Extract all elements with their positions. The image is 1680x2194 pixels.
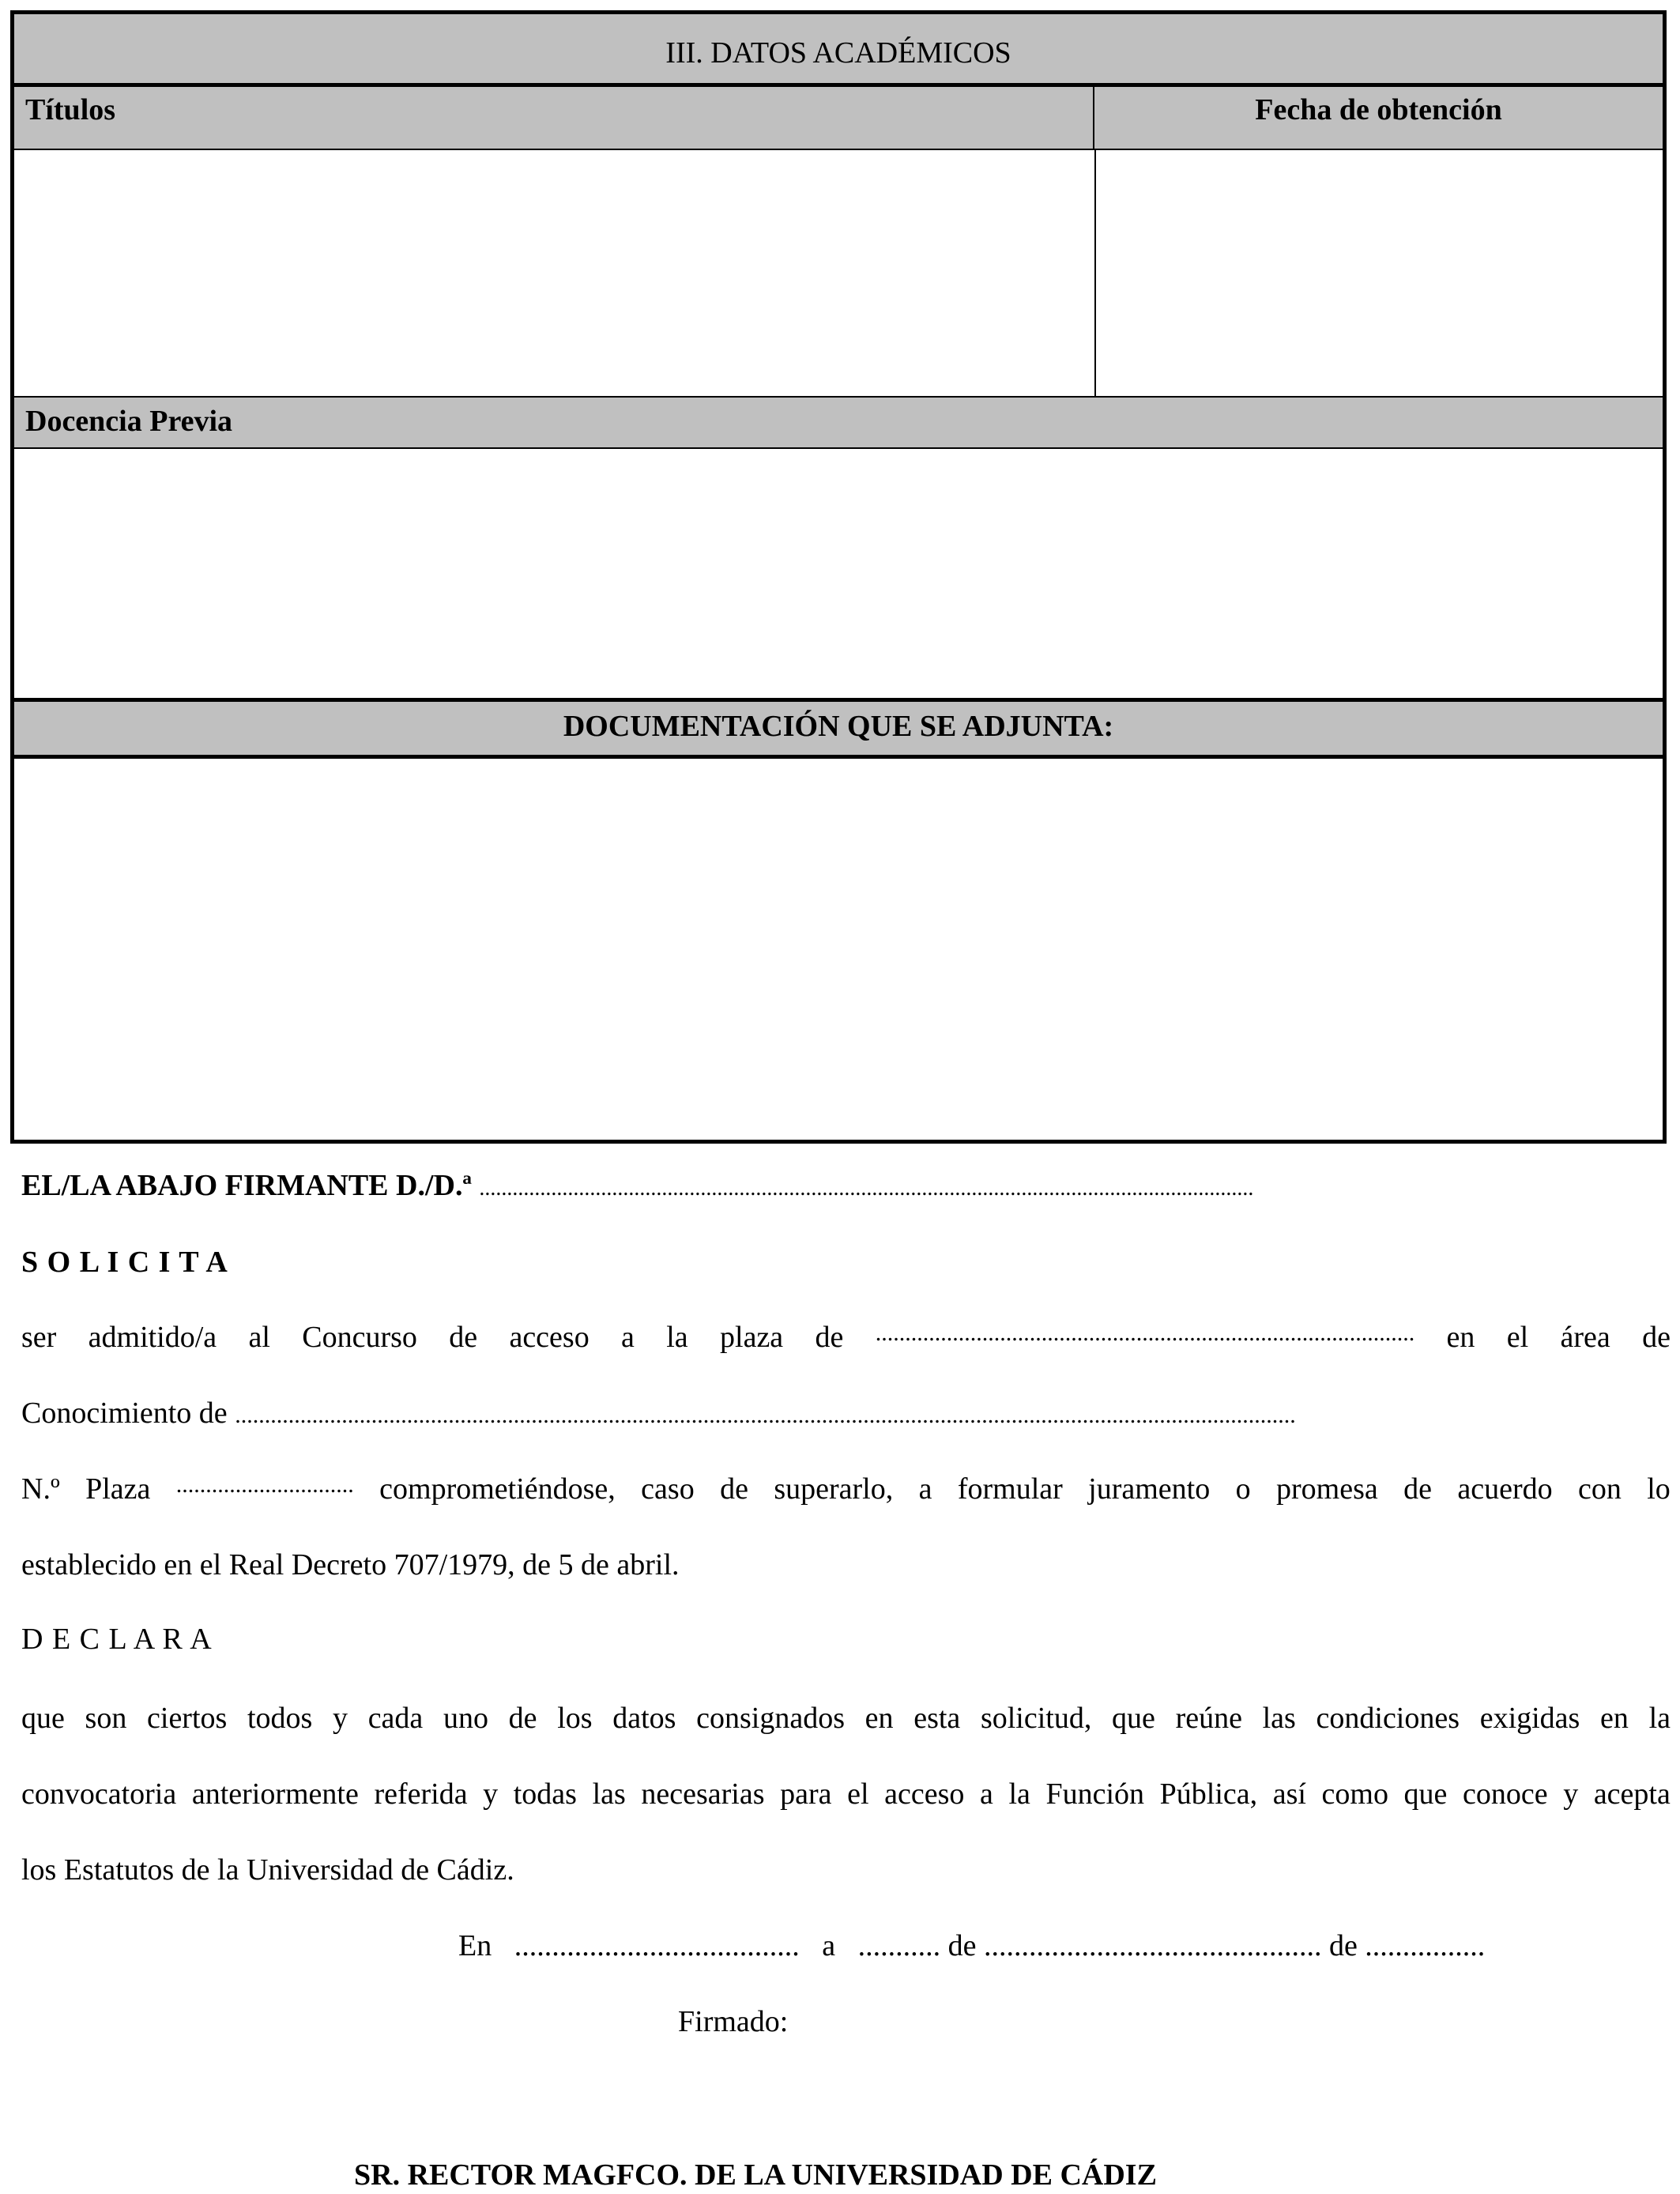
request-line-3-word: promesa <box>1275 1472 1378 1506</box>
table-header-row <box>14 87 1663 150</box>
documentation-header: DOCUMENTACIÓN QUE SE ADJUNTA: <box>14 702 1663 759</box>
declaration-line-1-word: las <box>1262 1702 1296 1735</box>
request-line-3-word: a <box>918 1472 932 1506</box>
declaration-line-1-word: son <box>85 1702 127 1735</box>
request-line-3-word: caso <box>641 1472 695 1506</box>
declaration-line-2-word: referida <box>374 1777 468 1811</box>
declaration-line-2-word: y <box>1563 1777 1579 1811</box>
request-line-1-word: plaza <box>720 1321 784 1354</box>
declaration-line-1-word: los <box>557 1702 593 1735</box>
request-line-3-word: acuerdo <box>1457 1472 1553 1506</box>
place-date-line[interactable]: En ...................................... a ........... de ............................................. de ................ <box>458 1929 1486 1962</box>
titles-entry-area[interactable] <box>14 150 1663 398</box>
request-line-3-word: de <box>720 1472 748 1506</box>
declaration-line-2-word: conoce <box>1463 1777 1548 1811</box>
declaration-line-1-word: esta <box>913 1702 961 1735</box>
declaration-line-1-word: datos <box>612 1702 676 1735</box>
request-line-1-word: en <box>1446 1321 1475 1354</box>
declaration-line-2-word: anteriormente <box>191 1777 359 1811</box>
declaration-line-1-word: todos <box>247 1702 313 1735</box>
request-line-3-word: de <box>1403 1472 1432 1506</box>
section-title: III. DATOS ACADÉMICOS <box>14 14 1663 87</box>
request-line-3-word: lo <box>1647 1472 1671 1506</box>
declaration-line-2-word: que <box>1403 1777 1448 1811</box>
declaration-line-1 <box>21 1701 1671 1736</box>
request-line-1-word: de <box>449 1321 478 1354</box>
signatory-name-blank[interactable]: ............................................................................................................................................ <box>479 1176 1254 1201</box>
declaration-line-1-word: en <box>1600 1702 1629 1735</box>
signed-label: Firmado: <box>678 2005 789 2038</box>
declaration-line-2-word: la <box>1008 1777 1030 1811</box>
declaration-line-2-word: así <box>1272 1777 1306 1811</box>
signatory-line <box>21 1168 1671 1203</box>
request-line-3-word[interactable]: .............................. <box>175 1472 354 1498</box>
request-line-1-word: a <box>621 1321 635 1354</box>
docencia-entry-area[interactable] <box>14 449 1663 702</box>
declaration-line-1-word: exigidas <box>1479 1702 1580 1735</box>
request-line-1-word: la <box>666 1321 688 1354</box>
request-line-1-word: ser <box>21 1321 57 1354</box>
declaration-line-2-word: necesarias <box>641 1777 765 1811</box>
declaration-line-2-word: todas <box>513 1777 577 1811</box>
request-line-3-word: Plaza <box>85 1472 151 1506</box>
declaration-line-2-word: Función <box>1045 1777 1145 1811</box>
request-line-1-word: el <box>1506 1321 1529 1354</box>
request-line-3-word: comprometiéndose, <box>379 1472 616 1506</box>
signatory-label: EL/LA ABAJO FIRMANTE D./D.ª <box>21 1169 472 1202</box>
date-column-header: Fecha de obtención <box>1255 93 1502 126</box>
declaration-line-2-word: el <box>847 1777 869 1811</box>
request-line-3-word: N.º <box>21 1472 60 1506</box>
declaration-line-2-word: Pública, <box>1159 1777 1258 1811</box>
request-line-1-word: de <box>815 1321 844 1354</box>
request-line-1-word: área <box>1560 1321 1610 1354</box>
request-line-1 <box>21 1320 1671 1355</box>
request-line-3-word: con <box>1577 1472 1622 1506</box>
declaration-line-1-word: consignados <box>696 1702 845 1735</box>
declaration-line-1-word: reúne <box>1175 1702 1242 1735</box>
request-line-2 <box>21 1396 1671 1431</box>
declaration-line-2-word: convocatoria <box>21 1777 177 1811</box>
declaration-line-2-word: y <box>483 1777 499 1811</box>
request-line-3-word: formular <box>957 1472 1063 1506</box>
request-line-1-word: de <box>1642 1321 1671 1354</box>
declaration-line-1-word: y <box>333 1702 348 1735</box>
academic-data-table <box>10 10 1667 1144</box>
declaration-line-2-word: para <box>780 1777 832 1811</box>
knowledge-area-label: Conocimiento de <box>21 1397 228 1430</box>
request-line-1-word: Concurso <box>302 1321 417 1354</box>
request-line-4: establecido en el Real Decreto 707/1979, de 5 de abril. <box>21 1548 680 1581</box>
declaration-line-1-word: ciertos <box>147 1702 228 1735</box>
declaration-line-1-word: de <box>508 1702 537 1735</box>
request-line-1-word[interactable]: ........................................................................................... <box>875 1320 1415 1346</box>
knowledge-area-blank[interactable]: ................................................................................................................................................................................... <box>235 1402 1296 1428</box>
declaration-line-1-word: la <box>1648 1702 1671 1735</box>
declaration-line-1-word: que <box>1112 1702 1155 1735</box>
declara-heading: D E C L A R A <box>21 1623 213 1656</box>
declaration-line-2 <box>21 1777 1671 1811</box>
request-line-1-word: al <box>248 1321 270 1354</box>
declaration-line-1-word: solicitud, <box>980 1702 1092 1735</box>
declaration-line-2-word: acepta <box>1593 1777 1671 1811</box>
request-line-3 <box>21 1472 1671 1506</box>
column-divider <box>1094 150 1096 396</box>
declaration-line-1-word: uno <box>443 1702 488 1735</box>
declaration-line-1-word: cada <box>367 1702 424 1735</box>
request-line-3-word: o <box>1235 1472 1251 1506</box>
request-line-3-word: superarlo, <box>774 1472 894 1506</box>
declaration-line-2-word: las <box>592 1777 626 1811</box>
declaration-line-2-word: a <box>979 1777 993 1811</box>
documentation-entry-area[interactable] <box>14 759 1663 1140</box>
recipient-line: SR. RECTOR MAGFCO. DE LA UNIVERSIDAD DE CÁDIZ <box>354 2158 1157 2192</box>
declaration-line-3: los Estatutos de la Universidad de Cádiz. <box>21 1853 514 1887</box>
solicita-heading: S O L I C I T A <box>21 1246 228 1279</box>
declaration-line-1-word: condiciones <box>1316 1702 1460 1735</box>
request-line-1-word: acceso <box>509 1321 590 1354</box>
titles-column-header: Títulos <box>14 87 1094 149</box>
declaration-line-1-word: en <box>864 1702 894 1735</box>
declaration-line-2-word: como <box>1321 1777 1388 1811</box>
declaration-line-1-word: que <box>21 1702 65 1735</box>
declaration-line-2-word: acceso <box>884 1777 965 1811</box>
request-line-1-word: admitido/a <box>88 1321 217 1354</box>
request-line-3-word: juramento <box>1088 1472 1211 1506</box>
docencia-header: Docencia Previa <box>14 398 1663 449</box>
